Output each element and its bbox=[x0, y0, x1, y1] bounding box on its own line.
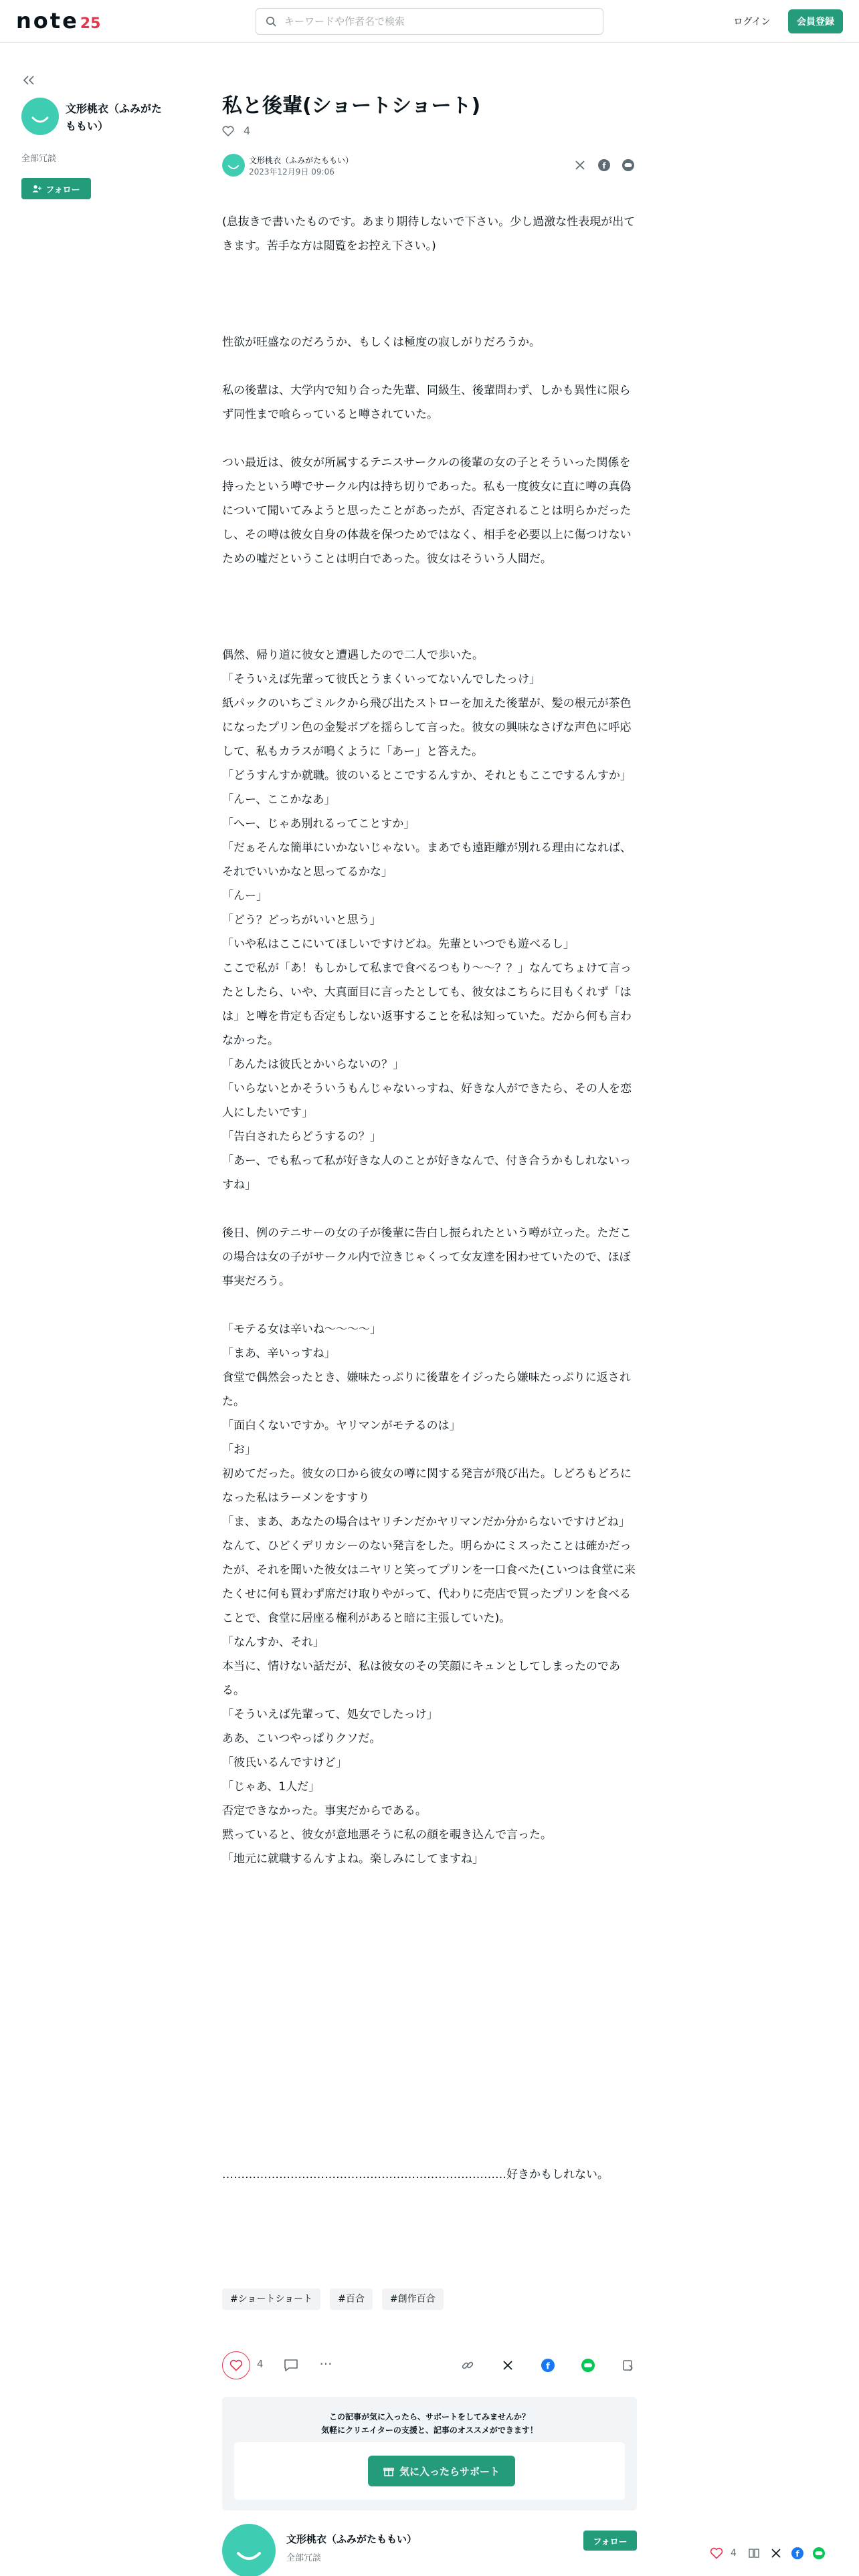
like-count: 4 bbox=[257, 2358, 264, 2370]
facebook-share-icon[interactable] bbox=[597, 158, 611, 173]
article-paragraph: 黙っていると、彼女が意地悪そうに私の顔を覗き込んで言った。 bbox=[222, 1828, 552, 1842]
hashtag-list bbox=[222, 2288, 444, 2310]
article-paragraph: 「いや私はここにいてほしいですけどね。先輩といつでも遊べるし」 bbox=[222, 938, 575, 951]
article-actions bbox=[222, 2350, 637, 2381]
article-paragraph bbox=[222, 1197, 637, 1221]
article-paragraph bbox=[222, 282, 637, 306]
logo-anniversary-mark: 25 bbox=[80, 15, 101, 32]
article-title: 私と後輩(ショートショート) bbox=[222, 94, 481, 118]
article-author-name[interactable]: 文形桃衣（ふみがたももい） bbox=[249, 156, 354, 165]
floating-line-icon[interactable] bbox=[812, 2546, 826, 2561]
more-options-icon[interactable]: ··· bbox=[319, 2356, 332, 2372]
article-paragraph: 「そういえば先輩って彼氏とうまくいってないんでしたっけ」 bbox=[222, 673, 541, 686]
smiley-avatar-icon bbox=[222, 154, 245, 177]
support-panel bbox=[234, 2442, 625, 2500]
hashtag[interactable]: #百合 bbox=[330, 2288, 373, 2310]
article-paragraph: つい最近は、彼女が所属するテニスサークルの後輩の女の子とそういった関係を持ったという噂でサークル内は持ち切りであった。私も一度彼女に直に噂の真偽について聞いてみようと思ったことがあったが、否定されることは明らかだったし、その噂は彼女自身の体裁を保つためではなく、相手を必要以上に傷つけないための嘘だということは明白であった。彼女はそういう人間だ。 bbox=[222, 456, 632, 566]
article-paragraph: 「どうすんすか就職。彼のいるとこでするんすか、それともここでするんすか」 bbox=[222, 769, 632, 782]
article-paragraph: 初めてだった。彼女の口から彼女の噂に関する発言が飛び出た。しどろもどろになった私はラーメンをすすり bbox=[222, 1467, 632, 1505]
bottom-share-icons bbox=[459, 2357, 637, 2374]
article-paragraph: ああ、こいつやっぱりクソだ。 bbox=[222, 1732, 381, 1745]
bottom-author-card bbox=[222, 2524, 637, 2576]
article-paragraph bbox=[222, 595, 637, 619]
article-author-avatar[interactable] bbox=[222, 154, 245, 177]
support-box bbox=[222, 2397, 637, 2510]
article-paragraph: 「まあ、辛いっすね」 bbox=[222, 1347, 336, 1360]
article-paragraph: 性欲が旺盛なのだろうか、もしくは極度の寂しがりだろうか。 bbox=[222, 336, 541, 349]
article-paragraph: 「どう？どっちがいいと思う」 bbox=[222, 914, 381, 927]
sidebar-author-name[interactable]: 文形桃衣（ふみがたももい） bbox=[66, 102, 163, 132]
support-message bbox=[222, 2410, 637, 2437]
article-paragraph: 「モテる女は辛いね～～～～」 bbox=[222, 1323, 381, 1336]
article-paragraph: 紙パックのいちごミルクから飛び出たストローを加えた後輩が、髪の根元が茶色になったプリン色の金髪ボブを揺らして言った。彼女の興味なさげな声色に呼応して、私もカラスが鳴くように「あー」と答えた。 bbox=[222, 697, 632, 758]
like-button[interactable] bbox=[222, 2351, 250, 2379]
article-paragraph: ここで私が「あ！もしかして私まで食べるつもり～～？？」なんてちょけて言ったとしたら、いや、大真面目に言ったとしても、彼女はこちらに目もくれず「はは」と噂を肯定も否定もしない返事することを私は知っていた。だから何も言わなかった。 bbox=[222, 962, 632, 1047]
support-message-line1: この記事が気に入ったら、サポートをしてみませんか？ bbox=[328, 2412, 530, 2422]
article-paragraph: 「ま、まあ、あなたの場合はヤリチンだかヤリマンだか分からないですけどね」 bbox=[222, 1515, 630, 1529]
comment-icon[interactable] bbox=[282, 2357, 300, 2374]
article-paragraph: 私の後輩は、大学内で知り合った先輩、同級生、後輩問わず、しかも異性に限らず同性まで喰らっていると噂されていた。 bbox=[222, 384, 631, 421]
svg-text:f: f bbox=[795, 2549, 799, 2559]
note-logo[interactable] bbox=[16, 8, 100, 33]
article-paragraph: 「あー、でも私って私が好きな人のことが好きなんで、付き合うかもしれないっすね」 bbox=[222, 1154, 631, 1192]
article-paragraph: 食堂で偶然会ったとき、嫌味たっぷりに後輩をイジったら嫌味たっぷりに返された。 bbox=[222, 1371, 631, 1408]
gift-icon bbox=[383, 2466, 394, 2476]
article-author-row bbox=[222, 152, 636, 179]
bottom-author-name[interactable]: 文形桃衣（ふみがたももい） bbox=[286, 2533, 417, 2545]
article-paragraph bbox=[222, 571, 637, 595]
smiley-avatar-icon bbox=[21, 98, 59, 135]
article-paragraph: 「なんすか、それ」 bbox=[222, 1636, 324, 1649]
facebook-share-icon[interactable] bbox=[539, 2357, 557, 2374]
article-paragraph: 「彼氏いるんですけど」 bbox=[222, 1756, 347, 1769]
search-icon bbox=[266, 16, 276, 27]
sidebar-follow-button[interactable] bbox=[21, 178, 91, 199]
support-button-label: 気に入ったらサポート bbox=[399, 2465, 500, 2478]
article-paragraph: 偶然、帰り道に彼女と遭遇したので二人で歩いた。 bbox=[222, 649, 484, 662]
article-paragraph: 「あんたは彼氏とかいらないの？」 bbox=[222, 1058, 404, 1071]
article-paragraph: なんて、ひどくデリカシーのない発言をした。明らかにミスったことは確かだったが、それを聞いた彼女はニヤリと笑ってプリンを一口食べた(こいつは食堂に来たくせに何も買わず席だけ取りやがって、代わりに売店で買ったプリンを食べることで、食堂に居座る権利があると暗に主張していた)。 bbox=[222, 1539, 636, 1625]
floating-like-icon[interactable] bbox=[709, 2546, 724, 2561]
x-share-icon[interactable] bbox=[573, 158, 587, 173]
floating-facebook-icon[interactable] bbox=[790, 2546, 805, 2561]
search-input[interactable] bbox=[284, 15, 592, 27]
article-paragraph: 「地元に就職するんすよね。楽しみにしてますね」 bbox=[222, 1852, 484, 1866]
floating-x-icon[interactable] bbox=[769, 2546, 783, 2561]
heart-icon[interactable] bbox=[222, 126, 234, 136]
copy-link-icon[interactable] bbox=[459, 2357, 476, 2374]
hashtag[interactable]: #創作百合 bbox=[382, 2288, 444, 2310]
article-paragraph: 否定できなかった。事実だからである。 bbox=[222, 1804, 427, 1818]
sidebar-author-bio: 全部冗談 bbox=[21, 154, 57, 164]
line-share-icon[interactable] bbox=[579, 2357, 597, 2374]
top-share-icons bbox=[573, 158, 636, 173]
bottom-author-avatar[interactable] bbox=[222, 2524, 276, 2576]
logo-text: note bbox=[16, 8, 79, 33]
article-paragraph: 「へー、じゃあ別れるってことすか」 bbox=[222, 817, 415, 831]
article-date: 2023年12月9日 09:06 bbox=[249, 167, 335, 177]
svg-text:f: f bbox=[602, 161, 606, 171]
article-paragraph bbox=[222, 1293, 637, 1317]
svg-text:f: f bbox=[546, 2361, 550, 2372]
article-paragraph bbox=[222, 619, 637, 643]
floating-action-bar bbox=[709, 2541, 856, 2565]
article-ending-line: …………………………………………………………………好きかもしれない。 bbox=[222, 2168, 609, 2181]
bottom-follow-button[interactable]: フォロー bbox=[583, 2531, 637, 2551]
collapse-sidebar-icon[interactable] bbox=[20, 72, 39, 88]
article-paragraph: 「んー」 bbox=[222, 889, 268, 903]
hashtag[interactable]: #ショートショート bbox=[222, 2288, 320, 2310]
article-paragraph: 「面白くないですか。ヤリマンがモテるのは」 bbox=[222, 1419, 461, 1432]
article-paragraph: 「告白されたらどうするの？」 bbox=[222, 1130, 381, 1144]
article-paragraph: 「じゃあ、1人だ」 bbox=[222, 1780, 320, 1794]
sidebar-follow-label: フォロー bbox=[45, 185, 80, 195]
article-paragraph bbox=[222, 306, 637, 330]
search-box[interactable] bbox=[256, 8, 603, 35]
smiley-avatar-icon bbox=[222, 2524, 276, 2576]
title-like-area bbox=[222, 124, 250, 137]
article-paragraph: 本当に、情けない話だが、私は彼女のその笑顔にキュンとしてしまったのである。 bbox=[222, 1660, 620, 1697]
article-paragraph: (息抜きで書いたものです。あまり期待しないで下さい。少し過激な性表現が出てきます。苦手な方は閲覧をお控え下さい。) bbox=[222, 215, 636, 253]
embed-icon[interactable] bbox=[619, 2357, 637, 2374]
x-share-icon[interactable] bbox=[499, 2357, 516, 2374]
article-paragraph: 後日、例のテニサーの女の子が後輩に告白し振られたという噂が立った。ただこの場合は女の子がサークル内で泣きじゃくって女友達を困わせていたので、ほぼ事実だろう。 bbox=[222, 1226, 632, 1288]
floating-magazine-icon[interactable] bbox=[747, 2546, 762, 2561]
article-paragraph bbox=[222, 427, 637, 451]
sidebar-author-avatar[interactable] bbox=[21, 98, 59, 135]
heart-icon bbox=[229, 2359, 243, 2371]
article-paragraph: 「お」 bbox=[222, 1443, 256, 1457]
article-paragraph bbox=[222, 354, 637, 379]
article-body bbox=[222, 210, 637, 1871]
bottom-author-bio: 全部冗談 bbox=[286, 2553, 322, 2563]
signup-button[interactable]: 会員登録 bbox=[788, 9, 843, 33]
line-share-icon[interactable] bbox=[621, 158, 636, 173]
support-message-line2: 気軽にクリエイターの支援と、記事のオススメができます！ bbox=[321, 2426, 538, 2435]
article-paragraph: 「そういえば先輩って、処女でしたっけ」 bbox=[222, 1708, 438, 1721]
login-button[interactable]: ログイン bbox=[727, 11, 777, 32]
article-paragraph bbox=[222, 258, 637, 282]
support-button[interactable] bbox=[368, 2456, 515, 2486]
article-paragraph: 「いらないとかそういうもんじゃないっすね、好きな人ができたら、その人を恋人にしたいです」 bbox=[222, 1082, 632, 1119]
title-like-count: 4 bbox=[244, 124, 251, 137]
floating-like-count: 4 bbox=[731, 2548, 737, 2559]
add-user-icon bbox=[32, 185, 41, 193]
article-paragraph: 「んー、ここかなあ」 bbox=[222, 793, 336, 807]
article-paragraph: 「だぁそんな簡単にいかないじゃない。まあでも遠距離が別れる理由になれば、それでいいかなと思ってるかな」 bbox=[222, 841, 632, 879]
top-header bbox=[0, 0, 859, 43]
